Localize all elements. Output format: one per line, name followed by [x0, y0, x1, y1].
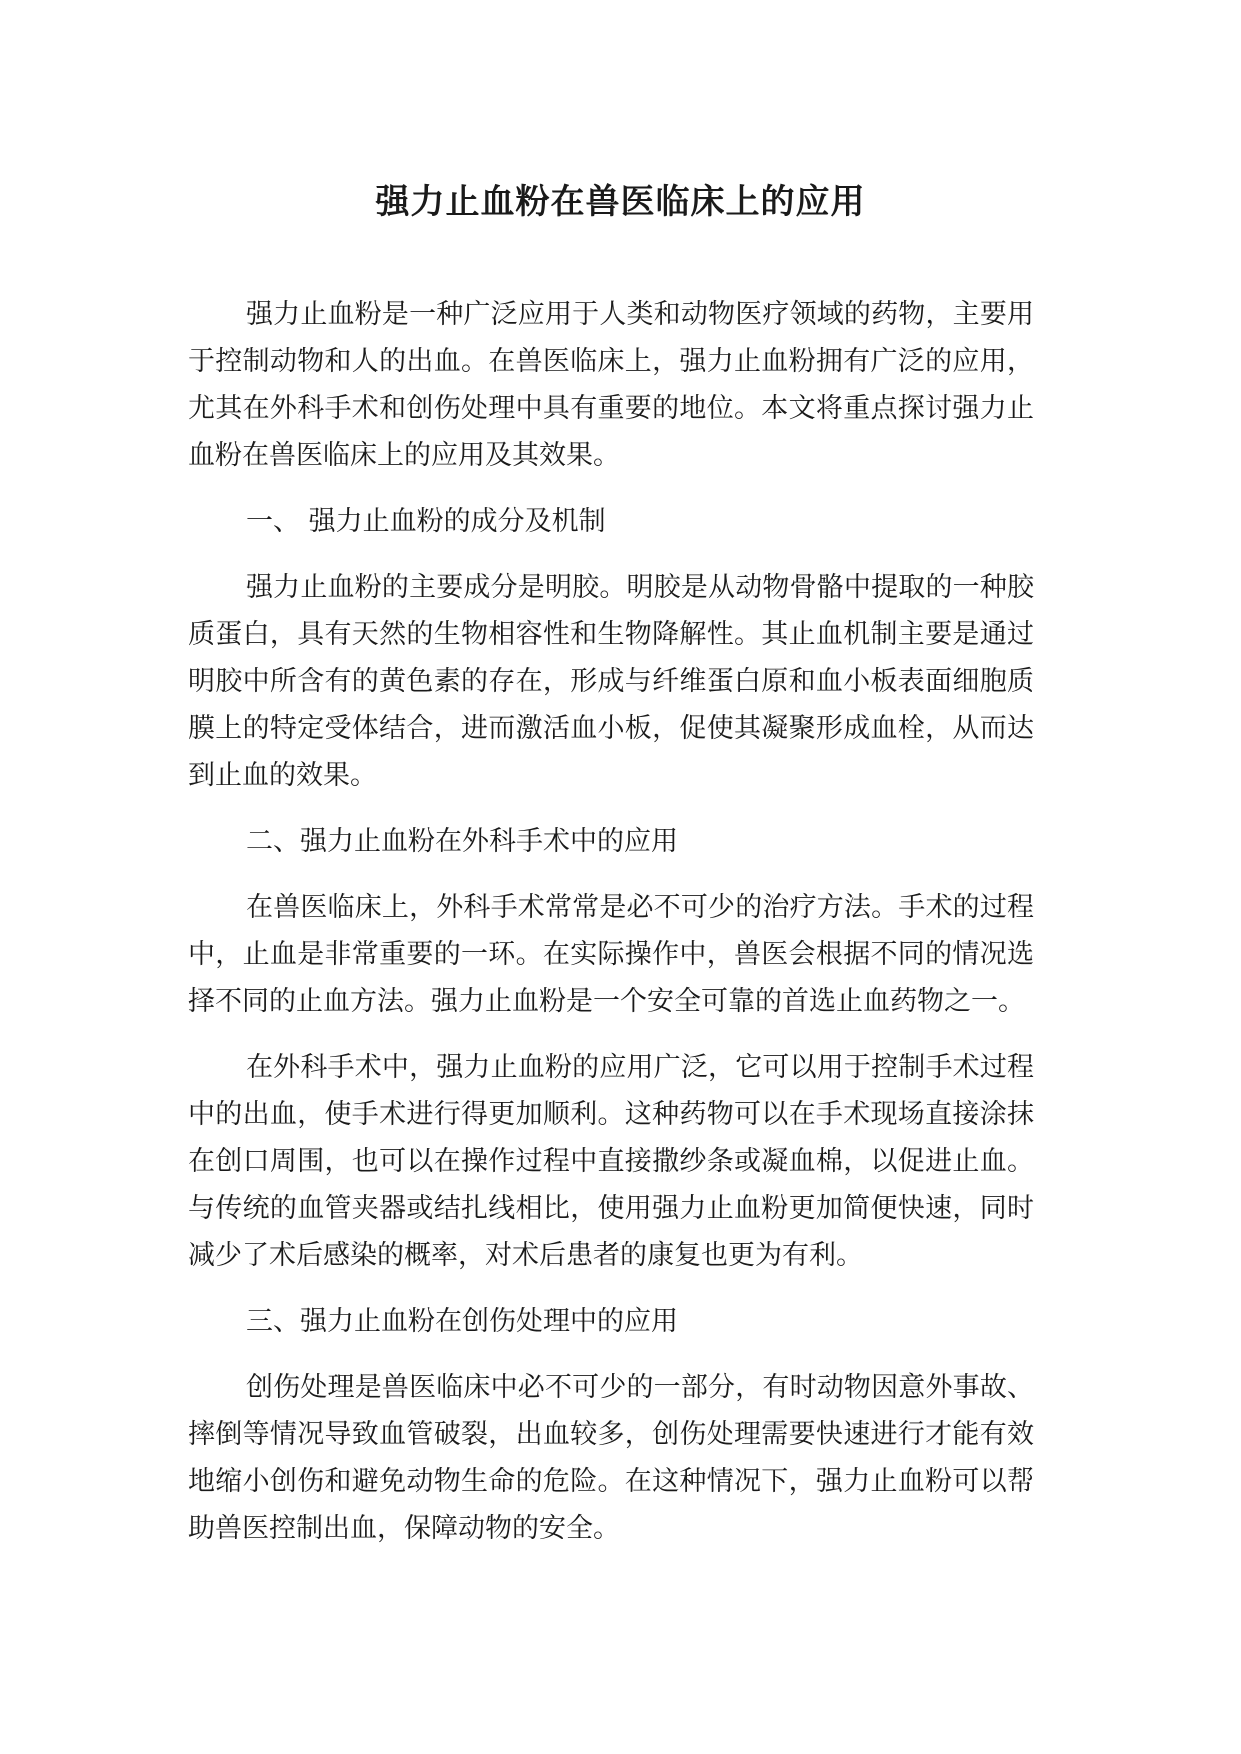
section-3-paragraph-1: 创伤处理是兽医临床中必不可少的一部分，有时动物因意外事故、摔倒等情况导致血管破裂，出血较多，创伤处理需要快速进行才能有效地缩小创伤和避免动物生命的危险。在这种情况下，强力止血粉可以帮助兽医控制出血，保障动物的安全。	[188, 1372, 1034, 1544]
document-body	[188, 291, 1034, 1571]
section-1-paragraph-1: 强力止血粉的主要成分是明胶。明胶是从动物骨骼中提取的一种胶质蛋白，具有天然的生物相容性和生物降解性。其止血机制主要是通过明胶中所含有的黄色素的存在，形成与纤维蛋白原和血小板表面细胞质膜上的特定受体结合，进而激活血小板，促使其凝聚形成血栓，从而达到止血的效果。	[188, 572, 1034, 791]
section-1-heading: 一、 强力止血粉的成分及机制	[246, 506, 606, 537]
document-title: 强力止血粉在兽医临床上的应用	[375, 182, 866, 222]
section-2-paragraph-2: 在外科手术中，强力止血粉的应用广泛，它可以用于控制手术过程中的出血，使手术进行得更加顺利。这种药物可以在手术现场直接涂抹在创口周围，也可以在操作过程中直接撒纱条或凝血棉，以促进止血。与传统的血管夹器或结扎线相比，使用强力止血粉更加简便快速，同时减少了术后感染的概率，对术后患者的康复也更为有利。	[188, 1052, 1034, 1271]
section-3-heading: 三、强力止血粉在创伤处理中的应用	[246, 1306, 678, 1337]
section-2-paragraph-1: 在兽医临床上，外科手术常常是必不可少的治疗方法。手术的过程中，止血是非常重要的一环。在实际操作中，兽医会根据不同的情况选择不同的止血方法。强力止血粉是一个安全可靠的首选止血药物之一。	[188, 892, 1034, 1017]
section-2-heading: 二、强力止血粉在外科手术中的应用	[246, 826, 678, 857]
intro-paragraph: 强力止血粉是一种广泛应用于人类和动物医疗领域的药物，主要用于控制动物和人的出血。在兽医临床上，强力止血粉拥有广泛的应用，尤其在外科手术和创伤处理中具有重要的地位。本文将重点探讨强力止血粉在兽医临床上的应用及其效果。	[188, 299, 1034, 471]
